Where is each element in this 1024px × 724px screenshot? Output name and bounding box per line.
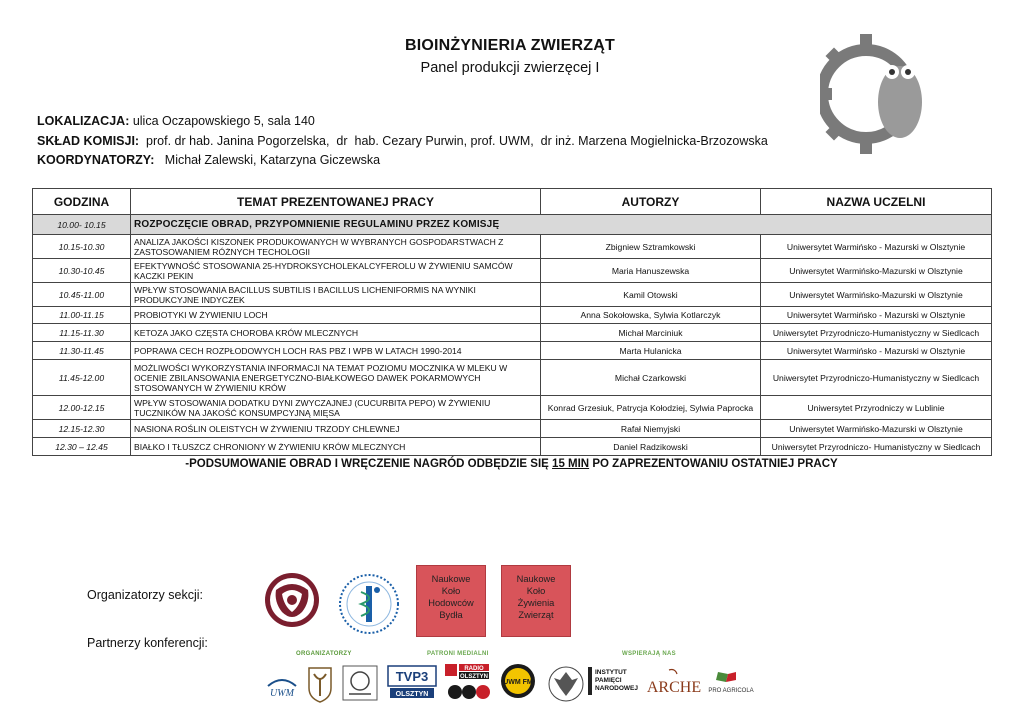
row-topic: POPRAWA CECH ROZPŁODOWYCH LOCH RAS PBZ I WPB W LATACH 1990-2014 — [131, 342, 541, 360]
radio-olsztyn-logo — [445, 662, 491, 702]
arche-logo-text: ARCHE — [646, 679, 702, 696]
row-time: 12.15-12.30 — [33, 420, 131, 438]
row-university: Uniwersytet Warmińsko-Mazurski w Olsztynie — [761, 420, 992, 438]
group-support-label: WSPIERAJĄ NAS — [622, 651, 676, 657]
coordinators-line — [37, 153, 380, 167]
row-topic: ANALIZA JAKOŚCI KISZONEK PRODUKOWANYCH W WYBRANYCH GOSPODARSTWACH Z ZASTOSOWANIEM RÓŻNYCH TECHOLOGII — [131, 235, 541, 259]
row-topic: EFEKTYWNOŚĆ STOSOWANIA 25-HYDROKSYCHOLEKALCYFEROLU W ŻYWIENIU SAMCÓW KACZKI PEKIN — [131, 259, 541, 283]
tvp-city-text: OLSZTYN — [395, 691, 429, 698]
mskn-owl-logo — [820, 30, 928, 158]
row-time: 11.45-12.00 — [33, 360, 131, 396]
kolo1-line: Koło — [441, 586, 461, 596]
page-subtitle: Panel produkcji zwierzęcej I — [420, 60, 600, 76]
row-topic: WPŁYW STOSOWANIA BACILLUS SUBTILIS I BACILLUS LICHENIFORMIS NA WYNIKI PRODUKCYJNE INDYCZEK — [131, 283, 541, 307]
page-title: BIOINŻYNIERIA ZWIERZĄT — [404, 37, 616, 54]
table-header-row — [33, 189, 992, 215]
ipn-line: NARODOWEJ — [595, 685, 638, 692]
row-authors: Konrad Grzesiuk, Patrycja Kołodziej, Sylwia Paprocka — [541, 396, 761, 420]
kolo2-line: Żywienia — [517, 598, 555, 608]
group-organizers-label: ORGANIZATORZY — [296, 651, 352, 657]
table-row — [33, 283, 992, 307]
row-topic: MOŻLIWOŚCI WYKORZYSTANIA INFORMACJI NA TEMAT POZIOMU MOCZNIKA W MLEKU W OCENIE ZBILANSOWANIA ENERGETYCZNO-BIAŁKOWEGO DAWEK POKARMOWYCH STOSOWANYCH W ŻYWIENIU KRÓW — [131, 360, 541, 396]
header-topic: TEMAT PREZENTOWANEJ PRACY — [131, 189, 541, 215]
row-authors: Michał Czarkowski — [541, 360, 761, 396]
row-authors: Anna Sokołowska, Sylwia Kotlarczyk — [541, 307, 761, 324]
location-label: LOKALIZACJA: — [37, 114, 130, 128]
row-topic: WPŁYW STOSOWANIA DODATKU DYNI ZWYCZAJNEJ (CUCURBITA PEPO) W ŻYWIENIU TUCZNIKÓW NA JAKOŚĆ KONSUMPCYJNĄ MIĘSA — [131, 396, 541, 420]
row-time: 11.00-11.15 — [33, 307, 131, 324]
row-authors: Daniel Radzikowski — [541, 438, 761, 456]
row-time: 11.30-11.45 — [33, 342, 131, 360]
row-authors: Maria Hanuszewska — [541, 259, 761, 283]
table-row — [33, 360, 992, 396]
radio-name-text: RADIO — [464, 666, 484, 672]
row-university: Uniwersytet Warmińsko - Mazurski w Olsztynie — [761, 307, 992, 324]
row-time: 11.15-11.30 — [33, 324, 131, 342]
table-row — [33, 307, 992, 324]
location-value: ulica Oczapowskiego 5, sala 140 — [129, 114, 315, 128]
kolo1-line: Naukowe — [431, 574, 471, 584]
polish-eagle-emblem — [548, 664, 584, 704]
kolo1-line: Bydła — [439, 610, 463, 620]
logo-text-kn: KN — [850, 96, 876, 116]
table-row — [33, 259, 992, 283]
uwm-logo — [264, 672, 300, 702]
row-time: 10.15-10.30 — [33, 235, 131, 259]
committee-value: prof. dr hab. Janina Pogorzelska, dr hab. Cezary Purwin, prof. UWM, dr inż. Marzena Mogielnicka-Brzozowska — [139, 134, 768, 148]
row-authors: Kamil Otowski — [541, 283, 761, 307]
row-time: 12.00-12.15 — [33, 396, 131, 420]
logo-text-ms: MS — [850, 74, 877, 94]
medical-faculty-logo — [337, 572, 401, 636]
uwm-fm-radio-logo — [499, 662, 537, 700]
opening-topic: ROZPOCZĘCIE OBRAD, PRZYPOMNIENIE REGULAMINU PRZEZ KOMISJĘ — [131, 215, 992, 235]
kolo-zywienia-zwierzat-logo — [501, 565, 571, 637]
row-topic: KETOZA JAKO CZĘSTA CHOROBA KRÓW MLECZNYCH — [131, 324, 541, 342]
ram-emblem-logo — [264, 572, 320, 628]
row-university: Uniwersytet Przyrodniczo- Humanistyczny w Siedlcach — [761, 438, 992, 456]
tvp-logo-text: TVP3 — [395, 669, 429, 684]
row-authors: Rafał Niemyjski — [541, 420, 761, 438]
faculty-crest-logo — [305, 664, 335, 704]
schedule-table — [32, 188, 992, 456]
organizers-label: Organizatorzy sekcji: — [87, 588, 204, 602]
row-university: Uniwersytet Warmińsko-Mazurski w Olsztynie — [761, 283, 992, 307]
row-time: 10.30-10.45 — [33, 259, 131, 283]
radio-city-text: OLSZTYN — [460, 674, 488, 680]
row-university: Uniwersytet Warmińsko - Mazurski w Olsztynie — [761, 342, 992, 360]
row-topic: PROBIOTYKI W ŻYWIENIU LOCH — [131, 307, 541, 324]
ipn-line: INSTYTUT — [595, 669, 627, 676]
row-authors: Michał Marciniuk — [541, 324, 761, 342]
row-university: Uniwersytet Przyrodniczo-Humanistyczny w Siedlcach — [761, 324, 992, 342]
closing-note-start: -PODSUMOWANIE OBRAD I WRĘCZENIE NAGRÓD ODBĘDZIE SIĘ — [185, 458, 553, 470]
closing-note-time: 15 MIN — [552, 458, 590, 470]
association-emblem-logo — [341, 664, 379, 702]
kolo2-line: Naukowe — [516, 574, 556, 584]
row-university: Uniwersytet Warmińsko-Mazurski w Olsztynie — [761, 259, 992, 283]
closing-note — [32, 458, 991, 470]
coordinators-label: KOORDYNATORZY: — [37, 153, 155, 167]
header-time: GODZINA — [33, 189, 131, 215]
row-authors: Zbigniew Sztramkowski — [541, 235, 761, 259]
tvp3-olsztyn-logo — [386, 664, 438, 700]
row-topic: NASIONA ROŚLIN OLEISTYCH W ŻYWIENIU TRZODY CHLEWNEJ — [131, 420, 541, 438]
ipn-mark — [588, 667, 592, 695]
pro-agricola-text: PRO AGRICOLA — [708, 688, 754, 694]
row-topic: BIAŁKO I TŁUSZCZ CHRONIONY W ŻYWIENIU KRÓW MLECZNYCH — [131, 438, 541, 456]
table-row — [33, 342, 992, 360]
kolo2-line: Koło — [526, 586, 546, 596]
row-time: 10.45-11.00 — [33, 283, 131, 307]
table-row — [33, 324, 992, 342]
row-time: 12.30 – 12.45 — [33, 438, 131, 456]
table-row — [33, 235, 992, 259]
kolo1-line: Hodowców — [428, 598, 474, 608]
header-university: NAZWA UCZELNI — [761, 189, 992, 215]
table-row — [33, 396, 992, 420]
ipn-logo — [588, 664, 640, 698]
header-authors: AUTORZY — [541, 189, 761, 215]
committee-line — [37, 134, 768, 148]
uwm-logo-text: UWM — [270, 688, 294, 699]
row-university: Uniwersytet Przyrodniczo-Humanistyczny w Siedlcach — [761, 360, 992, 396]
opening-row — [33, 215, 992, 235]
coordinators-value: Michał Zalewski, Katarzyna Giczewska — [154, 153, 381, 167]
opening-time: 10.00- 10.15 — [33, 215, 131, 235]
closing-note-end: PO ZAPREZENTOWANIU OSTATNIEJ PRACY — [589, 458, 838, 470]
table-row — [33, 438, 992, 456]
partners-label: Partnerzy konferencji: — [87, 636, 208, 650]
arche-logo — [643, 668, 705, 698]
ipn-line: PAMIĘCI — [595, 677, 622, 684]
row-authors: Marta Hulanicka — [541, 342, 761, 360]
kolo-hodowcow-bydla-logo — [416, 565, 486, 637]
group-media-label: PATRONI MEDIALNI — [427, 651, 489, 657]
kolo2-line: Zwierząt — [518, 610, 554, 620]
table-row — [33, 420, 992, 438]
row-university: Uniwersytet Przyrodniczy w Lublinie — [761, 396, 992, 420]
row-university: Uniwersytet Warmińsko - Mazurski w Olsztynie — [761, 235, 992, 259]
uwmfm-logo-text: UWM FM — [503, 679, 533, 686]
committee-label: SKŁAD KOMISJI: — [37, 134, 140, 148]
location-line — [37, 114, 315, 128]
pro-agricola-logo — [706, 668, 756, 696]
